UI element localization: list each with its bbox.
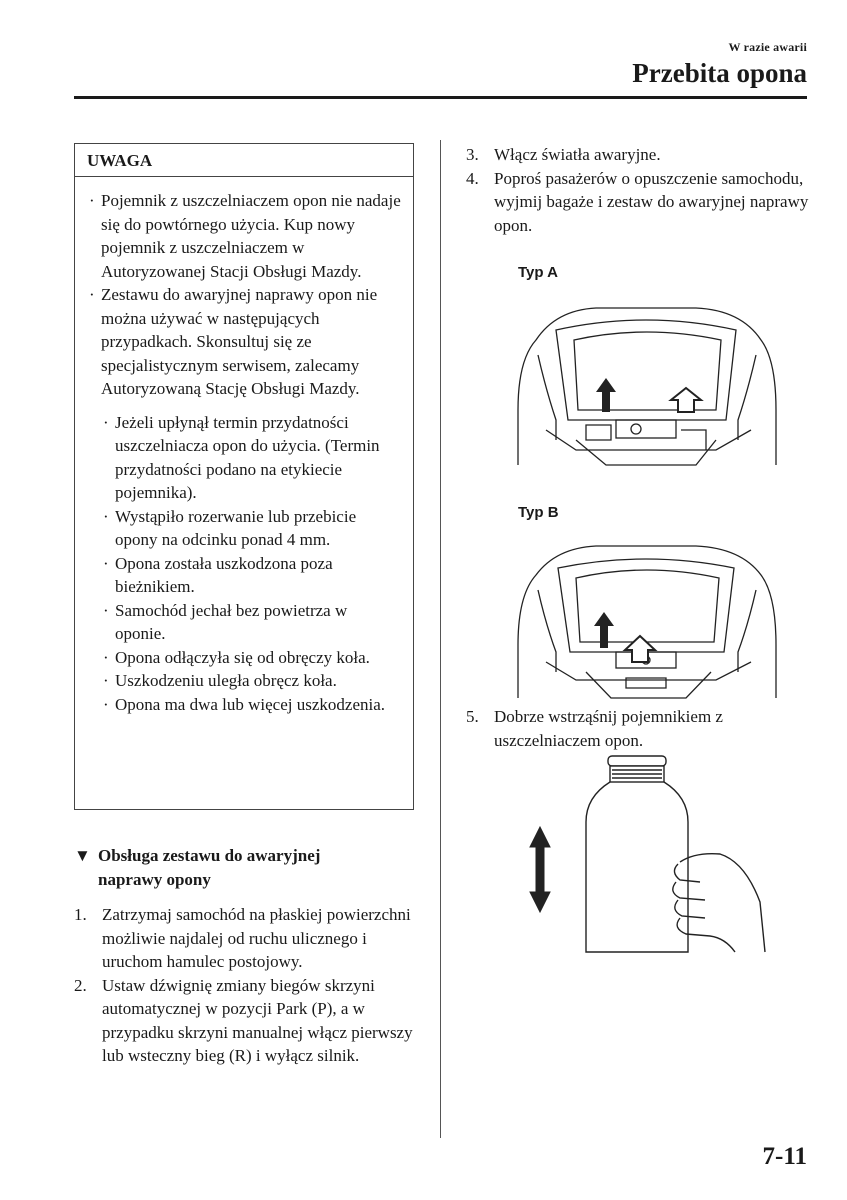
procedure-heading-line1: Obsługa zestawu do awaryjnej [98,846,321,865]
warning-title: UWAGA [75,144,413,177]
step-text: Zatrzymaj samochód na płaskiej powierzchni możliwie najdalej od ruchu ulicznego i uruchom hamulec postojowy. [102,905,411,971]
steps-list-right [466,143,811,237]
warning-sub-bullet: · Samochód jechał bez powietrza w oponie. [101,599,401,646]
step-text: Dobrze wstrząśnij pojemnikiem z uszczelniaczem opon. [494,707,723,750]
step-item [466,705,811,752]
warning-sub-bullet: · Opona odłączyła się od obręczy koła. [101,646,401,670]
header-rule [74,96,807,99]
step-number: 2. [74,975,87,995]
page-number: 7-11 [762,1143,807,1170]
procedure-heading-line2: naprawy opony [98,870,211,889]
warning-sub-bullet: · Jeżeli upłynął termin przydatności uszczelniacza opon do użycia. (Termin przydatności podano na etykiecie pojemnika). [101,411,401,505]
sub-bullet-text: Opona ma dwa lub więcej uszkodzenia. [115,694,386,714]
warning-sub-bullet: · Uszkodzeniu uległa obręcz koła. [101,669,401,693]
section-label: W razie awarii [728,40,807,54]
step-text: Włącz światła awaryjne. [494,145,661,164]
procedure-heading [74,844,414,892]
column-divider [440,140,441,1138]
warning-bullet: · Pojemnik z uszczelniaczem opon nie nadaje się do powtórnego użycia. Kup nowy pojemnik z uszczelniaczem w Autoryzowanej Stacji Obsługi Mazdy. [87,189,401,283]
warning-sub-bullet: · Opona ma dwa lub więcej uszkodzenia. [101,693,401,717]
warning-bullet: · Zestawu do awaryjnej naprawy opon nie można używać w następujących przypadkach. Skonsultuj się ze specjalistycznym serwisem, zalecamy Autoryzowaną Stację Obsługi Mazdy. [87,283,401,401]
steps-list-right-b [466,705,811,752]
step-item [466,167,811,238]
sub-bullet-text: Samochód jechał bez powietrza w oponie. [115,600,348,643]
warning-sub-list [87,411,401,717]
sub-bullet-text: Opona została uszkodzona poza bieżnikiem. [115,553,333,596]
sub-bullet-text: Wystąpiło rozerwanie lub przebicie opony na odcinku ponad 4 mm. [115,506,357,549]
step-number: 5. [466,707,479,726]
trunk-illustration-type-b [516,540,778,702]
warning-sub-bullet: · Opona została uszkodzona poza bieżnikiem. [101,552,401,599]
triangle-marker-icon: ▼ [74,846,91,865]
steps-list-left [74,903,414,1068]
step-number: 3. [466,145,479,164]
step-text: Ustaw dźwignię zmiany biegów skrzyni automatycznej w pozycji Park (P), a w przypadku skrzyni manualnej włącz pierwszy lub wsteczny bieg (R) i wyłącz silnik. [102,975,413,1065]
figure-label-type-a: Typ A [518,264,558,281]
sub-bullet-text: Opona odłączyła się od obręczy koła. [115,647,370,667]
step-text: Poproś pasażerów o opuszczenie samochodu, wyjmij bagaże i zestaw do awaryjnej naprawy opon. [494,168,809,235]
sub-bullet-text: Jeżeli upłynął termin przydatności uszczelniacza opon do użycia. (Termin przydatności podano na etykiecie pojemnika). [115,412,380,502]
warning-bullet-text: Zestawu do awaryjnej naprawy opon nie można używać w następujących przypadkach. Skonsultuj się ze specjalistycznym serwisem, zalecamy Autoryzowaną Stację Obsługi Mazdy. [101,285,378,398]
trunk-illustration-type-a [516,300,778,470]
step-item [74,903,414,974]
figure-label-type-b: Typ B [518,504,559,521]
step-item [466,143,811,167]
page-title: Przebita opona [632,58,807,88]
warning-sub-bullet: · Wystąpiło rozerwanie lub przebicie opony na odcinku ponad 4 mm. [101,505,401,552]
warning-box [74,143,414,810]
sub-bullet-text: Uszkodzeniu uległa obręcz koła. [115,671,337,690]
step-number: 4. [466,168,479,188]
step-number: 1. [74,905,87,924]
step-item [74,974,414,1068]
bottle-shake-illustration [520,752,770,962]
warning-bullet-text: Pojemnik z uszczelniaczem opon nie nadaje się do powtórnego użycia. Kup nowy pojemnik z uszczelniaczem w Autoryzowanej Stacji Obsługi Mazdy. [101,191,401,281]
